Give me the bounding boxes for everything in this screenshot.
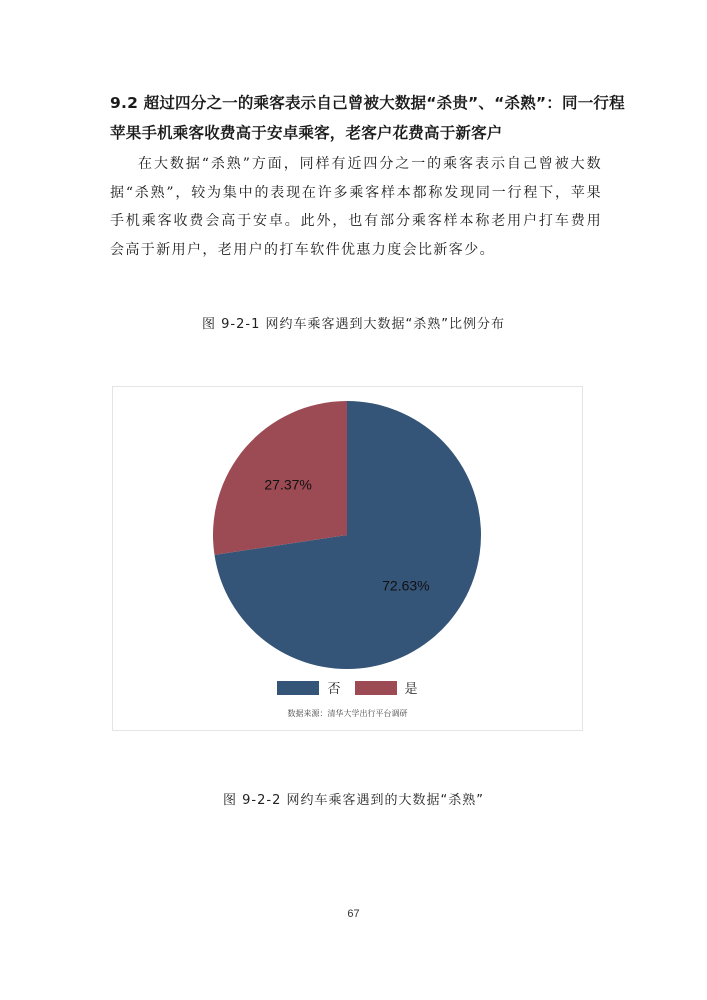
- page-number: 67: [347, 908, 360, 920]
- chart-legend: [113, 678, 582, 697]
- pie-chart-panel: [112, 386, 583, 731]
- pie-label-yes: 27.37%: [264, 476, 312, 493]
- body-paragraph: 在大数据“杀熟”方面，同样有近四分之一的乘客表示自己曾被大数据“杀熟”，较为集中的表现在许多乘客样本都称发现同一行程下，苹果手机乘客收费会高于安卓。此外，也有部分乘客样本称老用户打车费用会高于新用户，老用户的打车软件优惠力度会比新客少。: [110, 156, 602, 258]
- section-heading: 9.2 超过四分之一的乘客表示自己曾被大数据“杀贵”、“杀熟”：同一行程苹果手机乘客收费高于安卓乘客，老客户花费高于新客户: [110, 94, 625, 142]
- figure-caption-1: 图 9-2-1 网约车乘客遇到大数据“杀熟”比例分布: [202, 317, 505, 332]
- legend-label-no: 否: [327, 682, 341, 697]
- pie-label-no: 72.63%: [382, 577, 430, 594]
- data-source-note: 数据来源：清华大学出行平台调研: [287, 709, 408, 718]
- pie-chart: [113, 387, 582, 677]
- legend-swatch-no: [277, 681, 319, 695]
- legend-label-yes: 是: [404, 682, 418, 697]
- legend-item-yes: [355, 678, 418, 697]
- figure-caption-2: 图 9-2-2 网约车乘客遇到的大数据“杀熟”: [223, 793, 484, 808]
- legend-swatch-yes: [355, 681, 397, 695]
- legend-item-no: [277, 678, 340, 697]
